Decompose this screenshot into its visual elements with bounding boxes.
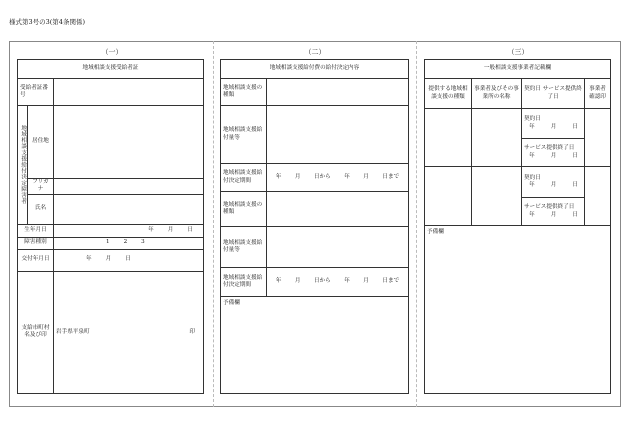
month-unit: 月 (550, 123, 557, 130)
contract-date-label: 契約日 (524, 174, 541, 181)
month-unit: 月 (167, 226, 174, 233)
record1-end-date[interactable] (522, 139, 585, 167)
period-day-to: 日まで (382, 278, 400, 285)
day-unit: 日 (572, 123, 578, 130)
panel-divider-1 (213, 41, 214, 407)
decision-period-label: 地域相談支援給付決定期間 (221, 164, 267, 192)
col-provider-name: 事業者及びその事業所の名称 (472, 79, 522, 109)
month-unit: 月 (550, 182, 557, 188)
remarks-label-2: 予備欄 (223, 300, 240, 306)
disability-option-1[interactable]: 1 (106, 239, 110, 246)
year-unit: 年 (148, 226, 154, 233)
form2-title: 地域相談支援給付費の給付決定内容 (221, 60, 409, 79)
benefit-amount-label-2: 地域相談支援給付量等 (221, 227, 267, 268)
record1-stamp-field[interactable] (585, 109, 611, 167)
service-type-field[interactable] (267, 79, 409, 106)
period-month-from: 月 (294, 278, 301, 285)
form1-title: 地域相談支援受給者証 (18, 60, 204, 79)
form3-title: 一般相談支援事業者記載欄 (425, 60, 611, 79)
period-year-to: 年 (344, 278, 350, 285)
record1-contract-date[interactable] (522, 109, 585, 139)
col-contract-dates: 契約日 サービス提供終了日 (522, 79, 585, 109)
remarks-area-3[interactable] (425, 226, 611, 394)
municipality-value: 岩手県平泉町 (56, 328, 90, 335)
period-month-to: 月 (363, 173, 369, 180)
period-year-from: 年 (275, 173, 282, 180)
month-unit: 月 (550, 211, 557, 218)
benefit-amount-label: 地域相談支援給付量等 (221, 106, 267, 164)
year-unit: 年 (529, 182, 535, 188)
remarks-area-2[interactable] (221, 297, 409, 394)
period-year-to: 年 (344, 173, 350, 180)
service-type-field-2[interactable] (267, 192, 409, 227)
recipient-number-label: 受給者証番号 (18, 79, 54, 106)
beneficiary-group-label: 地域相談支援給付決定障害者 (18, 106, 28, 225)
day-unit: 日 (572, 182, 578, 188)
month-unit: 月 (550, 152, 557, 159)
period-day-to: 日まで (382, 173, 400, 180)
col-provider-stamp: 事業者確認印 (585, 79, 611, 109)
service-type-label-2: 地域相談支援の種類 (221, 192, 267, 227)
furigana-label: フリガナ (28, 179, 54, 195)
benefit-amount-field-2[interactable] (267, 227, 409, 268)
period-year-from: 年 (275, 278, 282, 285)
recipient-certificate-form (17, 59, 204, 394)
issue-date-label: 交付年月日 (18, 249, 54, 271)
section-number-2: （二） (304, 48, 326, 56)
panel-divider-2 (416, 41, 417, 407)
record2-provider-field[interactable] (472, 167, 522, 226)
name-label: 氏名 (28, 194, 54, 224)
period-day-from: 日から (313, 278, 331, 285)
day-unit: 日 (572, 152, 578, 159)
service-type-label: 地域相談支援の種類 (221, 79, 267, 106)
disability-option-3[interactable]: 3 (141, 239, 145, 246)
period-month-from: 月 (294, 173, 301, 180)
col-service-type: 提供する地域相談支援の種類 (425, 79, 472, 109)
service-end-label: サービス提供終了日 (524, 145, 575, 152)
year-unit: 年 (529, 152, 535, 159)
record2-end-date[interactable] (522, 198, 585, 226)
year-unit: 年 (529, 211, 535, 218)
disability-type-label: 障害種別 (18, 237, 54, 249)
decision-period-label-2: 地域相談支援給付決定期間 (221, 268, 267, 297)
recipient-number-field[interactable] (54, 79, 204, 106)
issue-date-field[interactable] (54, 249, 204, 271)
contract-date-label: 契約日 (524, 116, 541, 123)
record2-type-field[interactable] (425, 167, 472, 226)
decision-period-field-2[interactable] (267, 268, 409, 297)
address-field[interactable] (54, 106, 204, 179)
municipality-field[interactable] (54, 271, 204, 393)
month-unit: 月 (105, 256, 112, 263)
service-end-label: サービス提供終了日 (524, 204, 575, 211)
benefit-decision-form (220, 59, 409, 394)
day-unit: 日 (572, 211, 578, 218)
period-month-to: 月 (363, 278, 369, 285)
record2-contract-date[interactable] (522, 167, 585, 198)
disability-type-field[interactable] (54, 237, 204, 249)
benefit-amount-field[interactable] (267, 106, 409, 164)
birth-date-field[interactable] (54, 224, 204, 237)
record2-stamp-field[interactable] (585, 167, 611, 226)
birth-date-label: 生年月日 (18, 224, 54, 237)
name-field[interactable] (54, 194, 204, 224)
year-unit: 年 (86, 256, 92, 263)
municipality-label: 支給市町村名及び印 (18, 271, 54, 393)
furigana-field[interactable] (54, 179, 204, 195)
year-unit: 年 (529, 123, 535, 130)
record1-provider-field[interactable] (472, 109, 522, 167)
day-unit: 日 (187, 226, 193, 233)
disability-option-2[interactable]: 2 (123, 239, 128, 246)
remarks-label-3: 予備欄 (427, 229, 444, 235)
seal-mark: 印 (189, 328, 195, 335)
decision-period-field[interactable] (267, 164, 409, 192)
section-number-3: （三） (507, 48, 529, 56)
section-number-1: （一） (101, 48, 123, 56)
day-unit: 日 (125, 256, 131, 263)
form-caption: 様式第3号の3(第4条関係) (9, 18, 85, 26)
address-label: 居住地 (28, 106, 54, 179)
record1-type-field[interactable] (425, 109, 472, 167)
provider-record-form (424, 59, 611, 394)
period-day-from: 日から (313, 173, 331, 180)
